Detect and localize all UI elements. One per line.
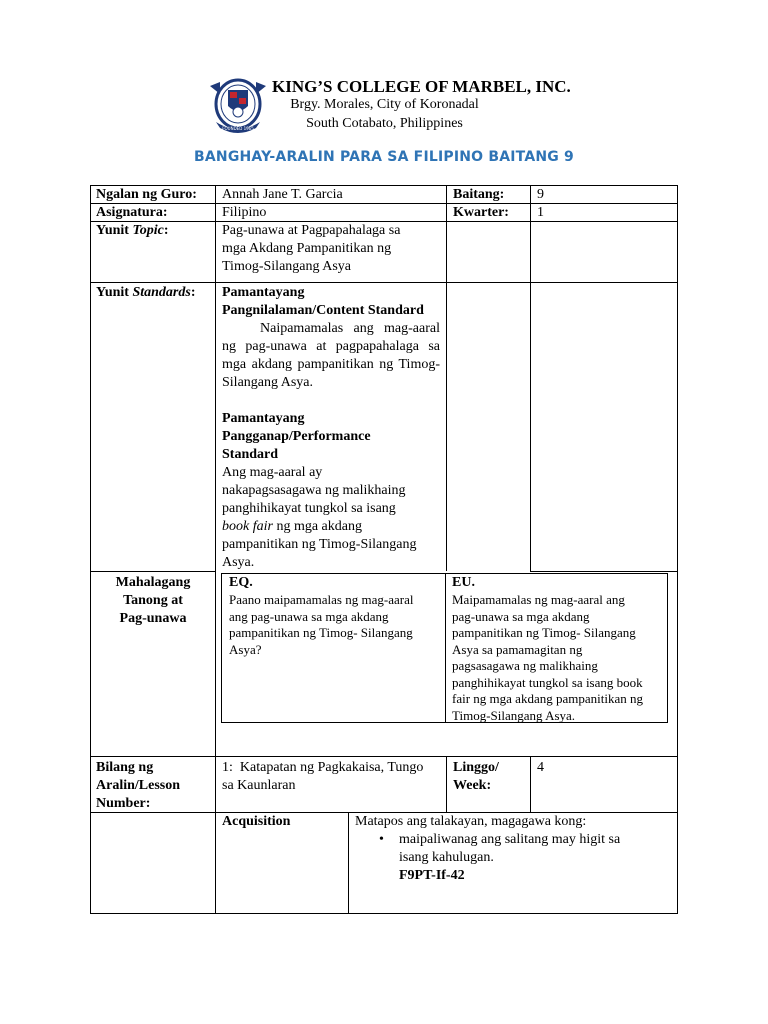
standards-content	[222, 284, 440, 572]
performance-standard-text: Ang mag-aaral ay nakapagsasagawa ng malikhaing panghihikayat tungkol sa isang book fair ng mga akdang pampanitikan ng Timog-Silangang Asya.	[222, 465, 417, 570]
grade-value: 9	[537, 187, 544, 202]
eq-text: Paano maipamamalas ng mag-aaral ang pag-unawa sa mga akdang pampanitikan ng Timog- Silangang Asya?	[229, 592, 414, 657]
performance-standard-heading: Pamantayang Pangganap/Performance Standard	[222, 411, 371, 462]
eu-heading: EU.	[452, 575, 475, 590]
eq-heading: EQ.	[229, 575, 253, 590]
content-standard-heading: Pamantayang Pangnilalaman/Content Standard	[222, 285, 424, 318]
topic-value: Pag-unawa at Pagpapahalaga sa mga Akdang Pampanitikan ng Timog-Silangang Asya	[222, 223, 401, 274]
lesson-number-value: 1: Katapatan ng Pagkakaisa, Tungo sa Kaunlaran	[222, 760, 424, 793]
subject-label: Asignatura:	[96, 205, 168, 220]
school-name: KING’S COLLEGE OF MARBEL, INC.	[272, 77, 571, 96]
school-address-line2: South Cotabato, Philippines	[306, 116, 463, 131]
standards-label: Yunit Standards:	[96, 285, 196, 300]
week-value: 4	[537, 760, 544, 775]
teacher-value: Annah Jane T. Garcia	[222, 187, 343, 202]
lesson-plan-title: BANGHAY-ARALIN PARA SA FILIPINO BAITANG 9	[194, 149, 574, 165]
grade-label: Baitang:	[453, 187, 505, 202]
svg-text:FOUNDED 1965: FOUNDED 1965	[222, 126, 254, 131]
acquisition-label: Acquisition	[222, 814, 291, 829]
competency-code: F9PT-If-42	[399, 868, 465, 883]
teacher-label: Ngalan ng Guro:	[96, 187, 197, 202]
quarter-value: 1	[537, 205, 544, 220]
content-standard-text: Naipamamalas ang mag-aaral ng pag-unawa at pagpapahalaga sa mga akdang pampanitikan ng Timog-Silangang Asya.	[222, 321, 440, 390]
bullet-icon: •	[379, 832, 384, 847]
essential-label: Mahalagang Tanong at Pag-unawa	[115, 575, 191, 626]
acquisition-objectives-list	[355, 831, 673, 885]
acquisition-content	[355, 813, 673, 885]
school-address-line1: Brgy. Morales, City of Koronadal	[290, 97, 479, 112]
week-label: Linggo/ Week:	[453, 760, 499, 793]
quarter-label: Kwarter:	[453, 205, 509, 220]
subject-value: Filipino	[222, 205, 267, 220]
eu-text: Maipamamalas ng mag-aaral ang pag-unawa sa mga akdang pampanitikan ng Timog- Silangang Asya sa pamamagitan ng pagsasagawa ng malikhaing panghihikayat tungkol sa isang book fair ng mga akdang pampanitikan ng Timog-Silangang Asya.	[452, 592, 643, 723]
acquisition-intro: Matapos ang talakayan, magagawa kong:	[355, 814, 587, 829]
topic-label: Yunit Topic:	[96, 223, 169, 238]
list-item: • maipaliwanag ang salitang may higit sa isang kahulugan. F9PT-If-42	[355, 831, 673, 885]
lesson-number-label: Bilang ng Aralin/Lesson Number:	[96, 760, 181, 811]
